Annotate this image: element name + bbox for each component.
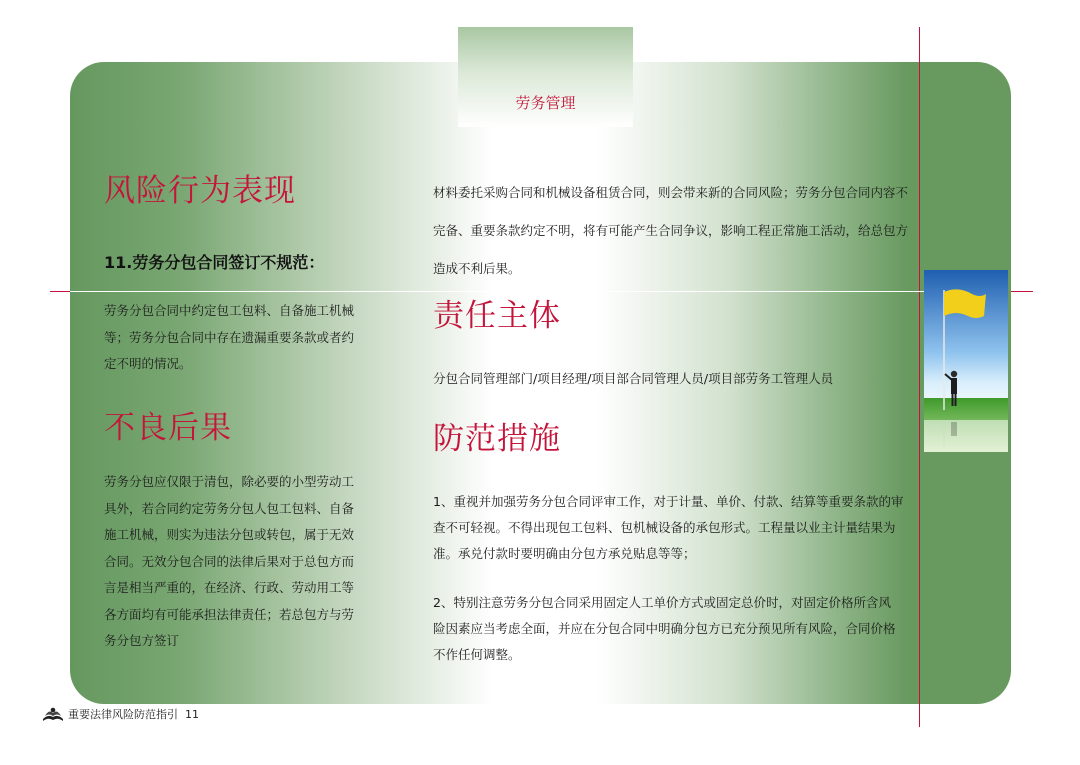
risk-behavior-title: 风险行为表现 bbox=[104, 173, 296, 209]
measure-1-text: 1、重视并加强劳务分包合同评审工作，对于计量、单价、付款、结算等重要条款的审查不可轻视。不得出现包工包料、包机械设备的承包形式。工程量以业主计量结果为准。承兑付款时要明确由分包方承兑贴息等等； bbox=[433, 494, 904, 561]
responsibility-title: 责任主体 bbox=[433, 298, 561, 334]
header-tab-label: 劳务管理 bbox=[515, 94, 576, 112]
crop-mark-vertical bbox=[919, 27, 920, 727]
item-11-title: 11.劳务分包合同签订不规范： bbox=[104, 253, 325, 272]
responsibility-text: 分包合同管理部门/项目经理/项目部合同管理人员/项目部劳务工管理人员 bbox=[433, 371, 834, 386]
measure-2-text: 2、特别注意劳务分包合同采用固定人工单价方式或固定总价时，对固定价格所含风险因素应当考虑全面，并应在分包合同中明确分包方已充分预见所有风险，合同价格不作任何调整。 bbox=[433, 595, 896, 662]
consequence-text: 劳务分包应仅限于清包，除必要的小型劳动工具外，若合同约定劳务分包人包工包料、自备施工机械，则实为违法分包或转包，属于无效合同。无效分包合同的法律后果对于总包方而言是相当严重的，在经济、行政、劳动用工等各方面均有可能承担法律责任；若总包方与劳务分包方签订 bbox=[104, 474, 355, 648]
crop-mark-horizontal-left bbox=[50, 291, 70, 292]
crop-mark-horizontal-right bbox=[1011, 291, 1033, 292]
page-footer bbox=[42, 704, 199, 724]
flag-photo bbox=[924, 270, 1008, 452]
footer-page-number: 11 bbox=[185, 707, 199, 721]
prevention-title: 防范措施 bbox=[433, 421, 561, 457]
consequence-title: 不良后果 bbox=[104, 410, 232, 446]
footer-book-title: 重要法律风险防范指引 bbox=[68, 708, 178, 721]
item-11-text: 劳务分包合同中约定包工包料、自备施工机械等；劳务分包合同中存在遗漏重要条款或者约定不明的情况。 bbox=[104, 303, 355, 371]
book-logo-icon bbox=[42, 705, 64, 723]
continued-text: 材料委托采购合同和机械设备租赁合同，则会带来新的合同风险；劳务分包合同内容不完备、重要条款约定不明，将有可能产生合同争议，影响工程正常施工活动，给总包方造成不利后果。 bbox=[433, 185, 909, 276]
